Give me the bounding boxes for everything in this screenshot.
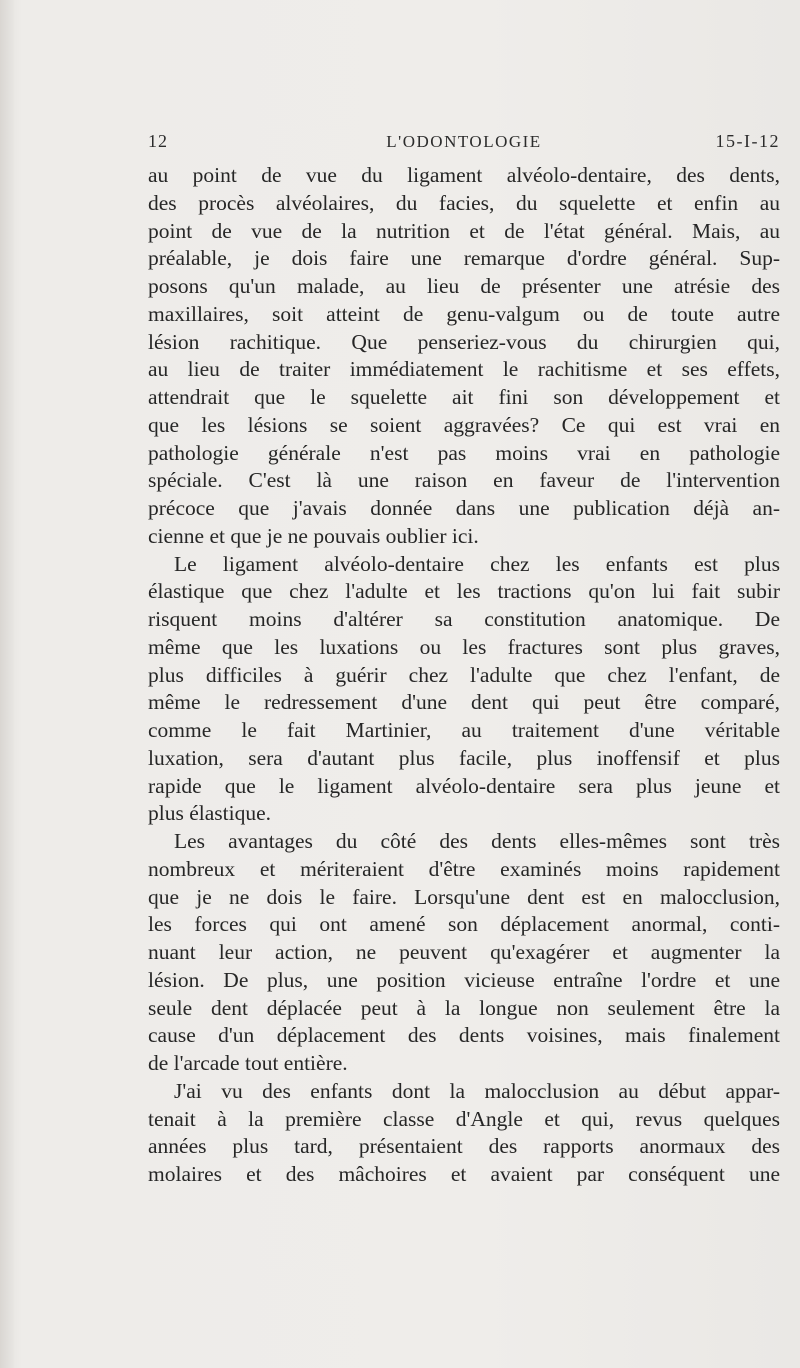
text-line: lésion rachitique. Que penseriez-vous du chirurgien qui, xyxy=(148,329,780,354)
running-header xyxy=(148,131,780,155)
text-line: maxillaires, soit atteint de genu-valgum ou de toute autre xyxy=(148,301,780,326)
text-line: Les avantages du côté des dents elles-mêmes sont très xyxy=(174,829,780,853)
text-line: cause d'un déplacement des dents voisines, mais finalement xyxy=(148,1023,780,1048)
text-line: des procès alvéolaires, du facies, du squelette et enfin au xyxy=(148,190,780,215)
journal-title: L'ODONTOLOGIE xyxy=(386,132,542,151)
page-number: 12 xyxy=(148,131,168,151)
text-line: que je ne dois le faire. Lorsqu'une dent est en malocclusion, xyxy=(148,884,780,909)
text-line: pathologie générale n'est pas moins vrai en pathologie xyxy=(148,440,780,465)
text-line: que les lésions se soient aggravées? Ce qui est vrai en xyxy=(148,412,780,437)
text-line: de l'arcade tout entière. xyxy=(148,1051,348,1075)
text-line: posons qu'un malade, au lieu de présenter une atrésie des xyxy=(148,274,780,298)
text-line: tenait à la première classe d'Angle et qui, revus quelques xyxy=(148,1106,780,1131)
text-line: plus élastique. xyxy=(148,801,272,826)
text-line: au lieu de traiter immédiatement le rachitisme et ses effets, xyxy=(148,357,780,382)
text-line: luxation, sera d'autant plus facile, plus inoffensif et plus xyxy=(148,745,780,770)
text-line: attendrait que le squelette ait fini son développement et xyxy=(148,385,780,409)
text-line: plus difficiles à guérir chez l'adulte que chez l'enfant, de xyxy=(148,662,780,687)
text-line: nombreux et mériteraient d'être examinés moins rapidement xyxy=(148,856,780,881)
text-line: même le redressement d'une dent qui peut être comparé, xyxy=(148,690,780,715)
text-line: même que les luxations ou les fractures sont plus graves, xyxy=(148,634,780,659)
text-line: risquent moins d'altérer sa constitution anatomique. De xyxy=(148,607,780,631)
issue-date: 15-I-12 xyxy=(715,131,780,151)
text-line: lésion. De plus, une position vicieuse entraîne l'ordre et une xyxy=(148,967,780,992)
text-line: les forces qui ont amené son déplacement anormal, conti- xyxy=(148,912,780,937)
text-line: spéciale. C'est là une raison en faveur de l'intervention xyxy=(148,468,780,493)
text-line: rapide que le ligament alvéolo-dentaire sera plus jeune et xyxy=(148,773,780,798)
text-line: au point de vue du ligament alvéolo-dentaire, des dents, xyxy=(148,163,780,187)
text-line: préalable, je dois faire une remarque d'ordre général. Sup- xyxy=(148,246,780,271)
text-line: élastique que chez l'adulte et les tractions qu'on lui fait subir xyxy=(148,579,780,604)
text-line: Le ligament alvéolo-dentaire chez les enfants est plus xyxy=(174,551,780,576)
binding-gutter xyxy=(0,0,14,1368)
text-line: point de vue de la nutrition et de l'état général. Mais, au xyxy=(148,218,780,243)
text-line: molaires et des mâchoires et avaient par conséquent une xyxy=(148,1162,780,1186)
text-line: années plus tard, présentaient des rapports anormaux des xyxy=(148,1134,780,1159)
text-line: comme le fait Martinier, au traitement d'une véritable xyxy=(148,718,780,742)
text-line: cienne et que je ne pouvais oublier ici. xyxy=(148,523,479,548)
text-line: nuant leur action, ne peuvent qu'exagérer et augmenter la xyxy=(148,940,780,964)
text-line: précoce que j'avais donnée dans une publication déjà an- xyxy=(148,496,780,520)
text-line: J'ai vu des enfants dont la malocclusion au début appar- xyxy=(174,1078,780,1103)
text-line: seule dent déplacée peut à la longue non seulement être la xyxy=(148,995,780,1020)
body-text xyxy=(148,162,780,1189)
